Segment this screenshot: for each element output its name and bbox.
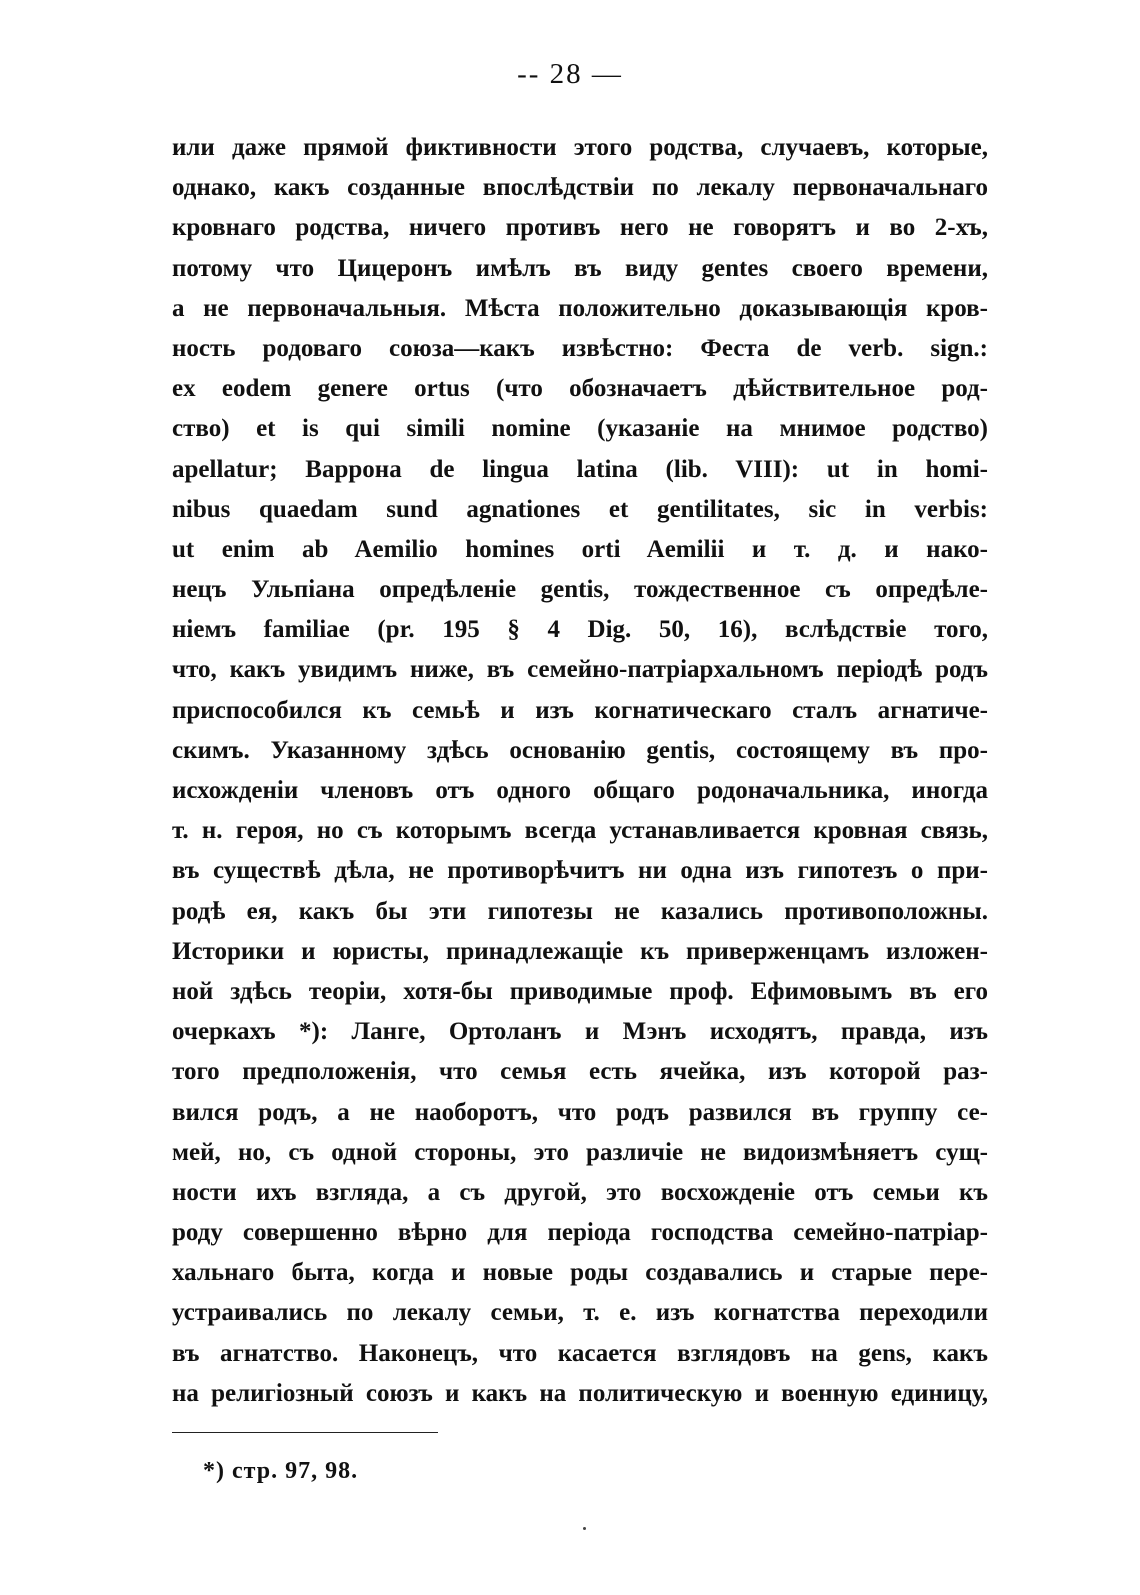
text-line: что, какъ увидимъ ниже, въ семейно-патріархальномъ періодѣ родъ xyxy=(172,656,988,684)
text-line: очеркахъ *): Ланге, Ортоланъ и Мэнъ исходятъ, правда, изъ xyxy=(172,1018,988,1046)
text-line: того предположенія, что семья есть ячейка, изъ которой раз- xyxy=(172,1058,988,1086)
text-line: ніемъ familiae (pr. 195 § 4 Dig. 50, 16), вслѣдствіе того, xyxy=(172,616,988,644)
text-line: ство) et is qui simili nomine (указаніе на мнимое родство) xyxy=(172,415,988,443)
body-text xyxy=(172,128,988,1414)
text-line: nibus quaedam sund agnationes et gentilitates, sic in verbis: xyxy=(172,495,988,523)
text-line: приспособился къ семьѣ и изъ когнатическаго сталъ агнатиче- xyxy=(172,696,988,724)
text-line: ной здѣсь теоріи, хотя-бы приводимые проф. Ефимовымъ въ его xyxy=(172,977,988,1005)
text-line: ность родоваго союза—какъ извѣстно: Феста de verb. sign.: xyxy=(172,334,988,362)
text-line: на религіозный союзъ и какъ на политическую и военную единицу, xyxy=(172,1379,988,1407)
footnote-divider xyxy=(172,1432,438,1433)
text-line: исхожденіи членовъ отъ одного общаго родоначальника, иногда xyxy=(172,777,988,804)
text-line: или даже прямой фиктивности этого родства, случаевъ, которые, xyxy=(172,134,988,161)
page-number: -- 28 — xyxy=(517,58,623,90)
text-line: родѣ ея, какъ бы эти гипотезы не казались противоположны. xyxy=(172,897,988,925)
text-line: ности ихъ взгляда, а съ другой, это восхожденіе отъ семьи къ xyxy=(172,1178,988,1206)
text-line: въ агнатство. Наконецъ, что касается взглядовъ на gens, какъ xyxy=(172,1339,988,1367)
text-line: роду совершенно вѣрно для періода господства семейно-патріар- xyxy=(172,1219,988,1247)
text-line: однако, какъ созданные впослѣдствіи по лекалу первоначальнаго xyxy=(172,174,988,202)
text-line: т. н. героя, но съ которымъ всегда устанавливается кровная связь, xyxy=(172,817,988,845)
text-line: нецъ Ульпіана опредѣленіе gentis, тождественное съ опредѣле- xyxy=(172,576,988,604)
text-line: хальнаго быта, когда и новые роды создавались и старые пере- xyxy=(172,1259,988,1287)
footnote: *) стр. 97, 98. xyxy=(203,1458,359,1484)
text-line: вился родъ, а не наоборотъ, что родъ развился въ группу се- xyxy=(172,1098,988,1126)
paper-speck xyxy=(583,1527,586,1530)
text-line: въ существѣ дѣла, не противорѣчитъ ни одна изъ гипотезъ о при- xyxy=(172,857,988,885)
text-line: ex eodem genere ortus (что обозначаетъ дѣйствительное род- xyxy=(172,375,988,403)
text-line: мей, но, съ одной стороны, это различіе не видоизмѣняетъ сущ- xyxy=(172,1138,988,1166)
text-line: скимъ. Указанному здѣсь основанію gentis, состоящему въ про- xyxy=(172,736,988,764)
text-line: ut enim ab Aemilio homines orti Aemilii и т. д. и нако- xyxy=(172,535,988,563)
text-line: Историки и юристы, принадлежащіе къ приверженцамъ изложен- xyxy=(172,937,988,965)
text-line: потому что Цицеронъ имѣлъ въ виду gentes своего времени, xyxy=(172,254,988,282)
text-line: устраивались по лекалу семьи, т. е. изъ когнатства переходили xyxy=(172,1299,988,1327)
text-line: apellatur; Варрона de lingua latina (lib. VIII): ut in homi- xyxy=(172,455,988,483)
text-line: кровнаго родства, ничего противъ него не говорятъ и во 2-хъ, xyxy=(172,214,988,242)
text-line: а не первоначальныя. Мѣста положительно доказывающія кров- xyxy=(172,294,988,322)
